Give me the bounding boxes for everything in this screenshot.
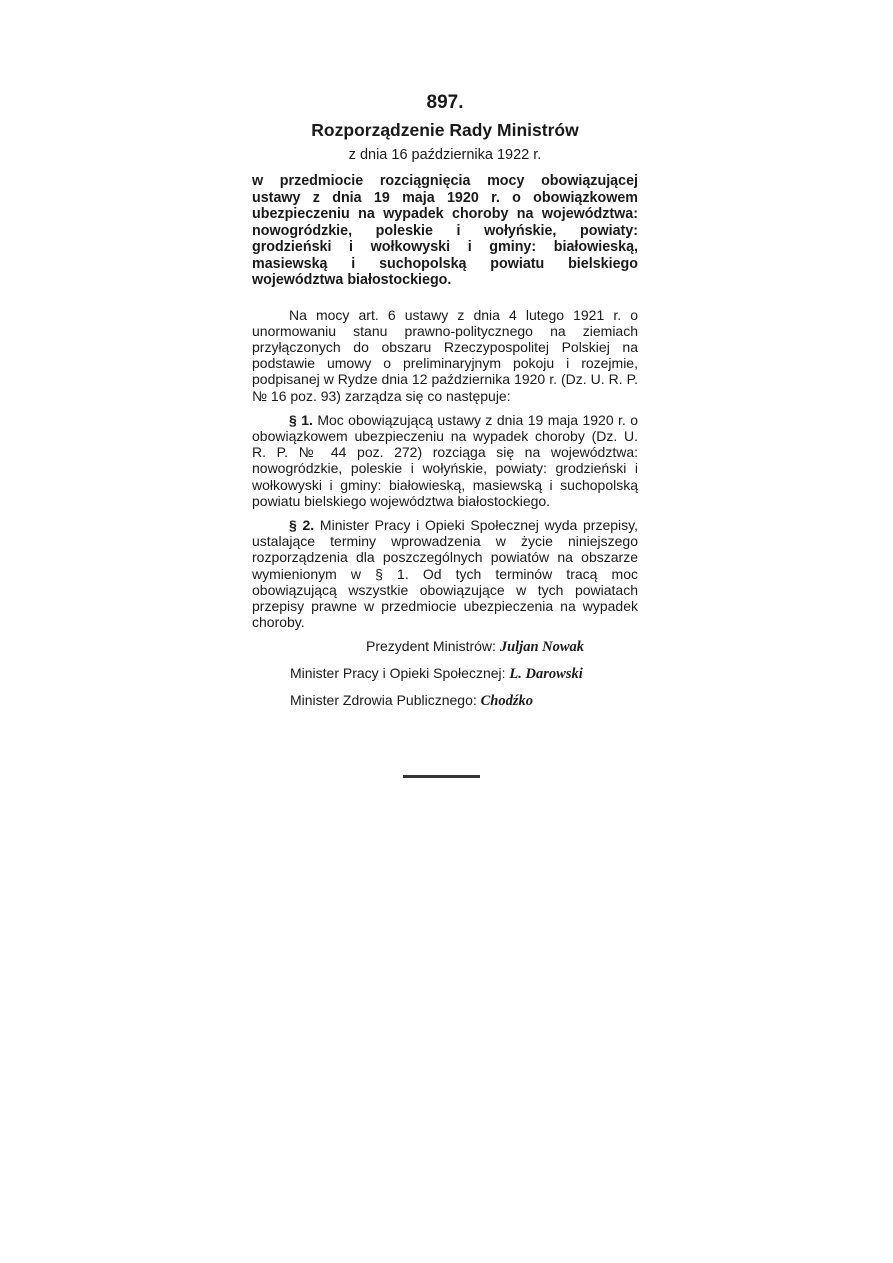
signature-prime-minister: [252, 638, 638, 655]
article-1-label: § 1.: [289, 411, 313, 428]
signature-name: Chodźko: [480, 693, 534, 710]
article-1: [252, 412, 638, 509]
signature-role: Minister Pracy i Opieki Społecznej:: [290, 665, 506, 682]
document-date: z dnia 16 października 1922 r.: [348, 147, 542, 163]
signature-role: Prezydent Ministrów:: [366, 638, 496, 655]
article-2-label: § 2.: [289, 516, 315, 533]
document-subject: w przedmiocie rozciągnięcia mocy obowiązującej ustawy z dnia 19 maja 1920 r. o obowiązkowem ubezpieczeniu na wypadek choroby na województwa: nowogródzkie, poleskie i wołyńskie, powiaty: grodzieński i wołkowyski i gminy: białowieską, masiewską i suchopolską powiatu bielskiego województwa białostockiego.: [252, 173, 638, 288]
signature-labour-minister: [252, 665, 638, 682]
signature-health-minister: [252, 692, 638, 709]
closing-rule-divider: [403, 775, 480, 778]
document-page: [252, 92, 638, 709]
article-2-text: Minister Pracy i Opieki Społecznej wyda przepisy, ustalające terminy wprowadzenia w życie niniejszego rozporządzenia dla poszczególnych powiatów na obszarze wymienionym w § 1. Od tych terminów tracą moc obowiązującą wszystkie obowiązujące w tych powiatach przepisy prawne w przedmiocie ubezpieczenia na wypadek choroby.: [252, 516, 639, 631]
signature-role: Minister Zdrowia Publicznego:: [290, 692, 477, 709]
preamble-paragraph: Na mocy art. 6 ustawy z dnia 4 lutego 1921 r. o unormowaniu stanu prawno-politycznego na ziemiach przyłączonych do obszaru Rzeczypospolitej Polskiej na podstawie umowy o preliminaryjnym pokoju i rozejmie, podpisanej w Rydze dnia 12 października 1920 r. (Dz. U. R. P. № 16 poz. 93) zarządza się co następuje:: [252, 306, 638, 404]
page-number: 897.: [426, 92, 464, 113]
article-2: [252, 517, 638, 630]
article-1-text: Moc obowiązującą ustawy z dnia 19 maja 1920 r. o obowiązkowem ubezpieczeniu na wypadek choroby (Dz. U. R. P. № 44 poz. 272) rozciąga się na województwa: nowogródzkie, poleskie i wołyńskie, powiaty: grodzieński i wołkowyski i gminy: białowieską, masiewską i suchopolską powiatu bielskiego województwa białostockiego.: [252, 411, 638, 509]
document-title: Rozporządzenie Rady Ministrów: [311, 120, 579, 140]
signature-name: Juljan Nowak: [499, 639, 585, 656]
signature-name: L. Darowski: [509, 666, 583, 683]
